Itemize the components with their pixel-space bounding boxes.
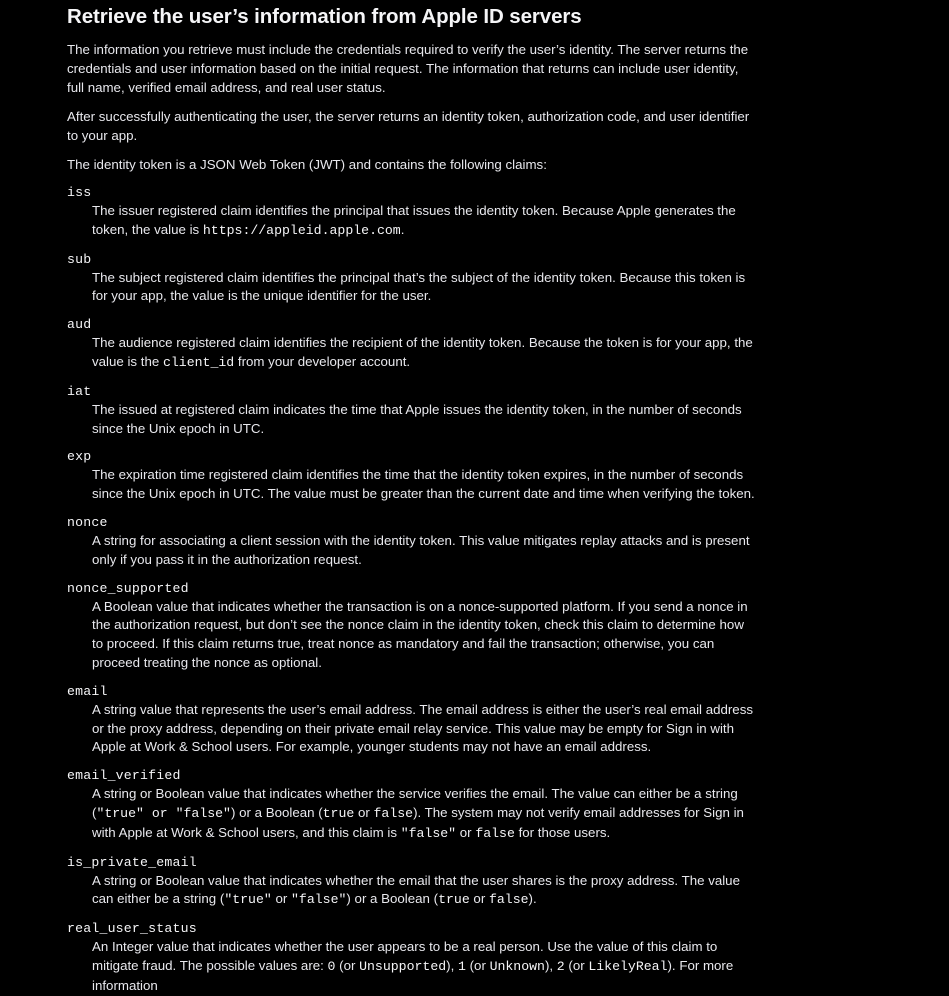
claim-exp xyxy=(67,447,757,504)
claim-term: real_user_status xyxy=(67,921,197,937)
claim-aud xyxy=(67,315,757,373)
auth-paragraph: After successfully authenticating the user, the server returns an identity token, authorization code, and user identifier to your app. xyxy=(67,109,750,143)
claim-term: iss xyxy=(67,185,92,200)
claim-sub xyxy=(67,250,757,307)
claim-description: The issuer registered claim identifies the principal that issues the identity token. Because Apple generates the token, the value is https://appleid.apple.com. xyxy=(92,203,736,238)
claim-description: A Boolean value that indicates whether the transaction is on a nonce-supported platform. If you send a nonce in the authorization request, but don’t see the nonce claim in the identity token, check this claim to determine how to proceed. If this claim returns true, treat nonce as mandatory and fail the transaction; otherwise, you can proceed treating the nonce as optional. xyxy=(92,598,748,670)
inline-code: "true" xyxy=(224,892,272,908)
claim-term: nonce xyxy=(67,514,108,530)
inline-code: Unsupported xyxy=(359,958,447,974)
claim-iss xyxy=(67,183,757,241)
claim-term: is_private_email xyxy=(67,854,197,870)
claim-description: An Integer value that indicates whether the user appears to be a real person. Use the value of this claim to mitigate fraud. The possible values are: 0 (or Unsupported), 1 (or Unknown), 2 (or LikelyReal). For more information xyxy=(92,939,734,993)
claim-term: aud xyxy=(67,317,92,333)
inline-code: "false" xyxy=(291,892,347,908)
claim-term: sub xyxy=(67,251,92,267)
inline-code: false xyxy=(475,825,515,841)
claim-description: A string value that represents the user’s email address. The email address is either the user’s real email address or the proxy address, depending on their private email relay service. This value may be empty for Sign in with Apple at Work & School users. For example, younger students may not have an email address. xyxy=(92,701,753,755)
claim-term: exp xyxy=(67,449,92,465)
inline-code: 2 xyxy=(556,958,565,974)
claim-term: email xyxy=(67,683,108,699)
inline-code: 1 xyxy=(458,958,466,974)
inline-code: 0 xyxy=(327,958,336,974)
inline-code: false xyxy=(488,892,529,908)
claim-real-user-status xyxy=(67,919,757,995)
claim-nonce xyxy=(67,513,757,570)
claim-term: iat xyxy=(67,383,92,399)
claim-description: The issued at registered claim indicates the time that Apple issues the identity token, in the number of seconds since the Unix epoch in UTC. xyxy=(92,401,742,436)
claim-description: A string or Boolean value that indicates whether the service verifies the email. The value can either be a string ("true" or "false") or a Boolean (true or false). The system may not verify email addresses for Sign in with Apple at Work & School users, and this claim is "false" or false for those users. xyxy=(92,786,744,841)
jwt-paragraph: The identity token is a JSON Web Token (JWT) and contains the following claims: xyxy=(67,157,547,172)
inline-code: LikelyReal xyxy=(588,958,668,974)
claim-is-private-email xyxy=(67,853,757,911)
claim-description: A string for associating a client session with the identity token. This value mitigates replay attacks and is present only if you pass it in the authorization request. xyxy=(92,532,750,567)
article-content xyxy=(67,4,757,996)
section-heading: Retrieve the user’s information from Apple ID servers xyxy=(67,5,582,28)
claim-email xyxy=(67,682,757,757)
claim-description: The subject registered claim identifies the principal that’s the subject of the identity token. Because this token is for your app, the value is the unique identifier for the user. xyxy=(92,269,746,304)
claim-term: nonce_supported xyxy=(67,580,189,596)
inline-code: "true" or "false" xyxy=(96,805,231,821)
claims-list xyxy=(67,183,757,996)
claim-iat xyxy=(67,382,757,439)
inline-code: true xyxy=(322,805,355,821)
claim-email-verified xyxy=(67,766,757,843)
inline-code: Unknown xyxy=(489,958,545,974)
intro-paragraph: The information you retrieve must include the credentials required to verify the user’s identity. The server returns the credentials and user information based on the initial request. The information that returns can include user identity, full name, verified email address, and real user status. xyxy=(67,42,749,95)
claim-nonce-supported xyxy=(67,579,757,673)
claim-description: The expiration time registered claim identifies the time that the identity token expires, in the number of seconds since the Unix epoch in UTC. The value must be greater than the current date and time when verifying the token. xyxy=(92,467,755,502)
inline-code: true xyxy=(438,892,470,908)
claim-term: email_verified xyxy=(67,768,181,784)
inline-code: false xyxy=(373,805,414,821)
claim-description: A string or Boolean value that indicates whether the email that the user shares is the proxy address. The value can either be a string ("true" or "false") or a Boolean (true or false). xyxy=(92,872,740,908)
inline-code: https://appleid.apple.com xyxy=(202,222,401,238)
inline-code: client_id xyxy=(162,354,235,370)
claim-description: The audience registered claim identifies the recipient of the identity token. Because the token is for your app, the value is the client_id from your developer account. xyxy=(92,335,753,370)
inline-code: "false" xyxy=(400,825,457,841)
